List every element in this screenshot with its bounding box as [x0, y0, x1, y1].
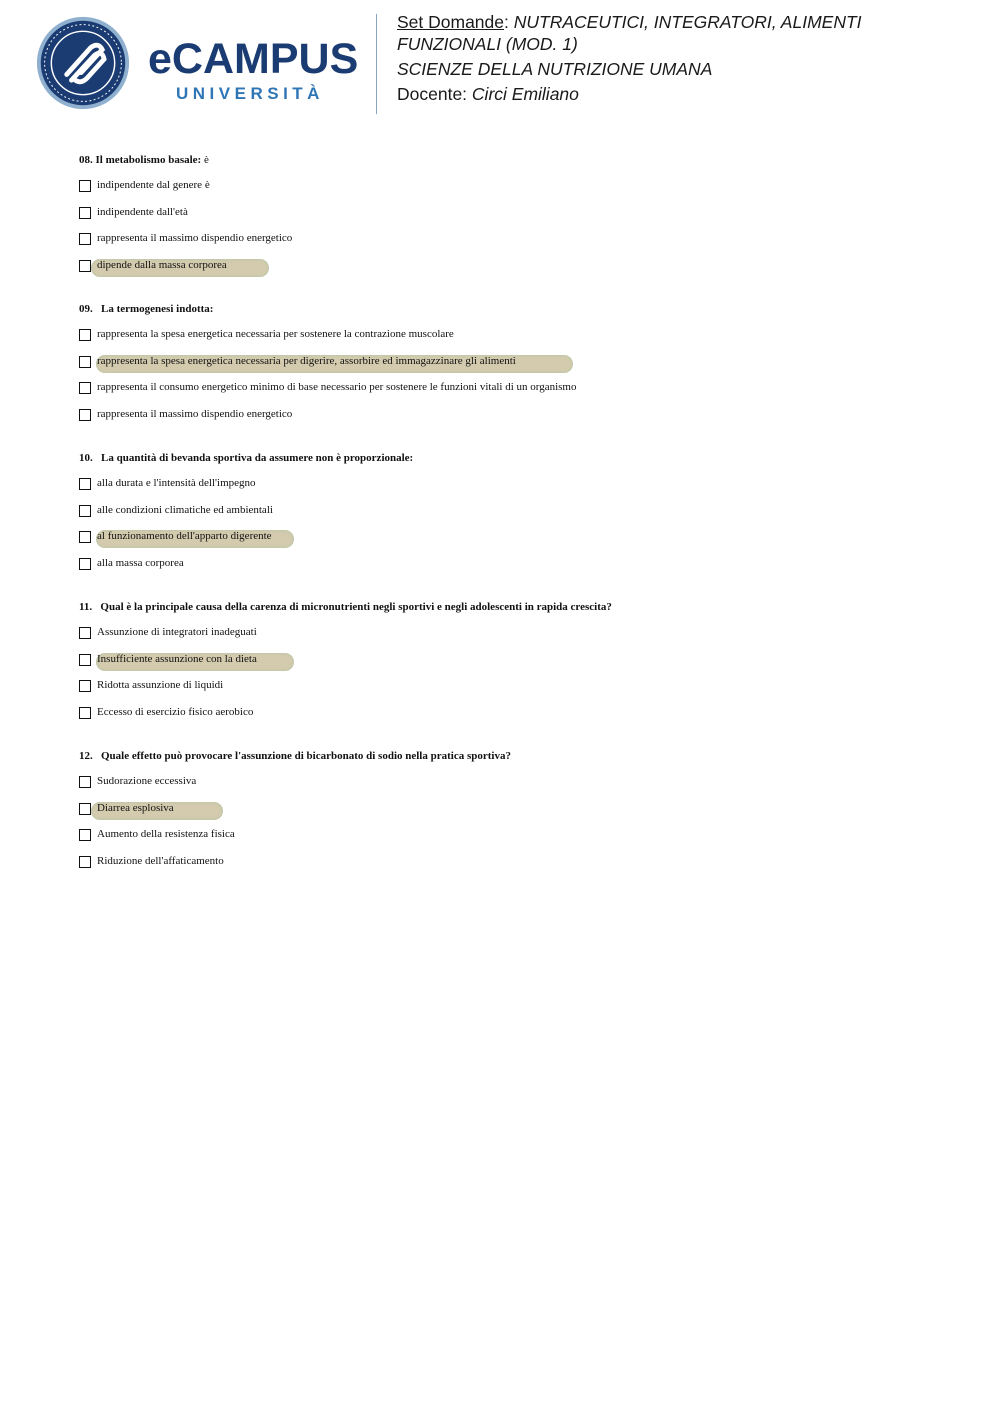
- question-number: 11.: [79, 601, 93, 613]
- question-text: [79, 599, 939, 619]
- answer-option[interactable]: [79, 476, 939, 503]
- header-divider: [376, 14, 377, 114]
- answer-checkbox[interactable]: [79, 776, 91, 788]
- answer-checkbox[interactable]: [79, 409, 91, 421]
- answer-label: rappresenta il massimo dispendio energetico: [97, 232, 293, 244]
- course-line: [397, 58, 957, 80]
- answer-checkbox[interactable]: [79, 558, 91, 570]
- answer-option[interactable]: [79, 178, 939, 205]
- answer-label: indipendente dal genere è: [97, 179, 210, 191]
- question-number: 08.: [79, 154, 93, 166]
- question-number: 12.: [79, 750, 93, 762]
- question-12: [79, 748, 939, 880]
- answer-checkbox[interactable]: [79, 329, 91, 341]
- answer-label: Assunzione di integratori inadeguati: [97, 626, 257, 638]
- answer-checkbox[interactable]: [79, 627, 91, 639]
- docente-label: Docente:: [397, 84, 468, 104]
- answer-option[interactable]: [79, 625, 939, 652]
- question-11: [79, 599, 939, 731]
- answer-label: Insufficiente assunzione con la dieta: [97, 652, 257, 665]
- brand-subtitle: UNIVERSITÀ: [176, 84, 324, 103]
- answer-option[interactable]: [79, 705, 939, 732]
- question-08: [79, 152, 939, 284]
- answer-label: rappresenta la spesa energetica necessaria per sostenere la contrazione muscolare: [97, 328, 454, 340]
- answer-label: al funzionamento dell'apparto digerente: [97, 530, 272, 542]
- question-list: [79, 152, 939, 897]
- answer-label: Riduzione dell'affaticamento: [97, 854, 224, 867]
- answer-option-highlighted[interactable]: [79, 801, 939, 828]
- answer-option[interactable]: [79, 231, 939, 258]
- answer-checkbox[interactable]: [79, 207, 91, 219]
- answer-label: indipendente dall'età: [97, 205, 188, 218]
- answer-label: Sudorazione eccessiva: [97, 775, 197, 787]
- docente-name: Circi Emiliano: [471, 84, 579, 104]
- answer-label: alla durata e l'intensità dell'impegno: [97, 477, 256, 489]
- answer-label: rappresenta il massimo dispendio energetico: [97, 407, 293, 420]
- question-label: Quale effetto può provocare l'assunzione di bicarbonato di sodio nella pratica sportiva?: [101, 750, 511, 762]
- answer-checkbox[interactable]: [79, 233, 91, 245]
- answer-checkbox[interactable]: [79, 356, 91, 368]
- answer-option[interactable]: [79, 854, 939, 881]
- question-10: [79, 450, 939, 582]
- answer-label: alle condizioni climatiche ed ambientali: [97, 503, 273, 516]
- answer-checkbox[interactable]: [79, 707, 91, 719]
- answer-checkbox[interactable]: [79, 856, 91, 868]
- question-label: La termogenesi indotta:: [101, 303, 214, 315]
- question-text: [79, 450, 939, 470]
- answer-option[interactable]: [79, 407, 939, 434]
- answer-label: Eccesso di esercizio fisico aerobico: [97, 705, 254, 718]
- question-09: [79, 301, 939, 433]
- answer-checkbox[interactable]: [79, 654, 91, 666]
- answer-option[interactable]: [79, 205, 939, 232]
- answer-option[interactable]: [79, 678, 939, 705]
- set-label: Set Domande: [397, 12, 505, 32]
- answer-label: rappresenta il consumo energetico minimo di base necessario per sostenere le funzioni vitali di un organismo: [97, 381, 577, 393]
- question-text: [79, 152, 939, 172]
- answer-option-highlighted[interactable]: [79, 652, 939, 679]
- answer-checkbox[interactable]: [79, 478, 91, 490]
- answer-label: alla massa corporea: [97, 556, 184, 569]
- answer-checkbox[interactable]: [79, 803, 91, 815]
- answer-checkbox[interactable]: [79, 829, 91, 841]
- answer-option-highlighted[interactable]: [79, 258, 939, 285]
- header-info: [397, 11, 957, 108]
- docente-line: [397, 83, 957, 105]
- answer-checkbox[interactable]: [79, 382, 91, 394]
- set-title-line: Set Domande: NUTRACEUTICI, INTEGRATORI, ALIMENTI FUNZIONALI (MOD. 1): [397, 12, 862, 54]
- question-tail: è: [203, 154, 209, 166]
- answer-label: Diarrea esplosiva: [97, 801, 174, 814]
- question-label: La quantità di bevanda sportiva da assumere non è proporzionale:: [101, 452, 414, 464]
- answer-label: Aumento della resistenza fisica: [97, 828, 235, 840]
- brand-name: eCAMPUS: [148, 35, 359, 83]
- question-text: [79, 748, 939, 768]
- answer-option[interactable]: [79, 327, 939, 354]
- course-name: SCIENZE DELLA NUTRIZIONE UMANA: [397, 59, 713, 79]
- set-title: NUTRACEUTICI, INTEGRATORI, ALIMENTI FUNZIONALI (MOD. 1): [397, 12, 862, 54]
- answer-option-highlighted[interactable]: [79, 529, 939, 556]
- question-number: 09.: [79, 303, 93, 315]
- answer-label: Ridotta assunzione di liquidi: [97, 679, 224, 691]
- answer-checkbox[interactable]: [79, 505, 91, 517]
- question-label: Il metabolismo basale:: [95, 154, 202, 166]
- question-label: Qual è la principale causa della carenza di micronutrienti negli sportivi e negli adolescenti in rapida crescita?: [100, 601, 612, 613]
- ecampus-seal-logo: [34, 15, 132, 111]
- answer-option[interactable]: [79, 774, 939, 801]
- answer-checkbox[interactable]: [79, 680, 91, 692]
- answer-option[interactable]: [79, 556, 939, 583]
- question-number: 10.: [79, 452, 93, 464]
- answer-label: rappresenta la spesa energetica necessaria per digerire, assorbire ed immagazzinare gli alimenti: [97, 354, 516, 367]
- answer-checkbox[interactable]: [79, 260, 91, 272]
- answer-checkbox[interactable]: [79, 180, 91, 192]
- answer-option[interactable]: [79, 380, 939, 407]
- question-text: [79, 301, 939, 321]
- answer-label: dipende dalla massa corporea: [97, 258, 227, 271]
- answer-checkbox[interactable]: [79, 531, 91, 543]
- answer-option-highlighted[interactable]: [79, 354, 939, 381]
- answer-option[interactable]: [79, 503, 939, 530]
- answer-option[interactable]: [79, 827, 939, 854]
